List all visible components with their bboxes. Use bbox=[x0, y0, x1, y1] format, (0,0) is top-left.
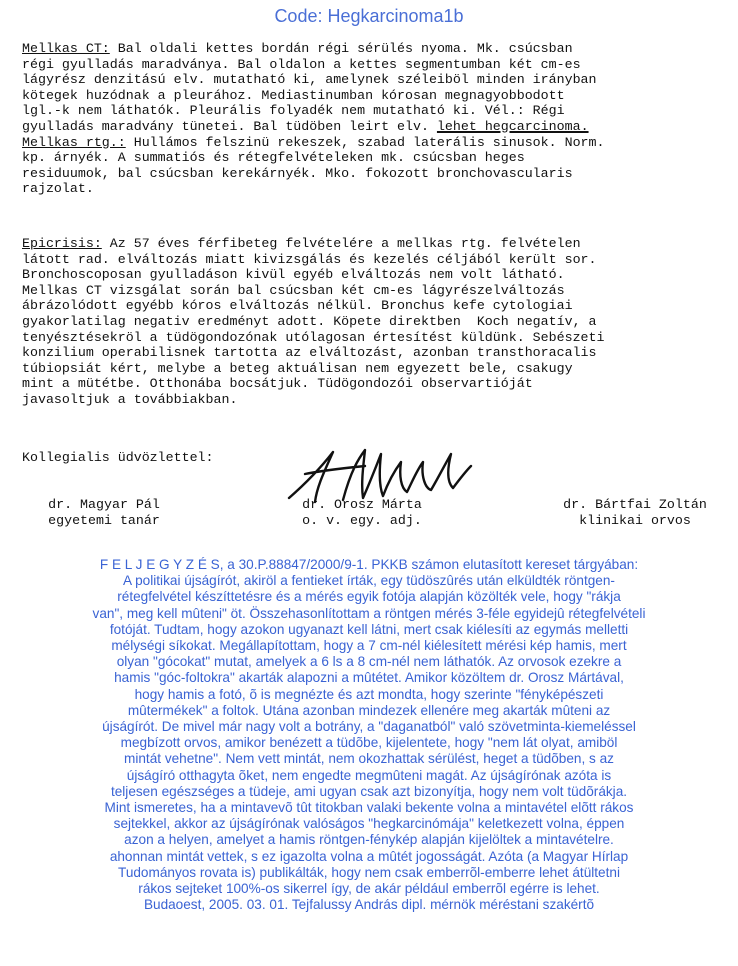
rtg-line: residuumok, bal csúcsban kerekárnyék. Mko. fokozott bronchovascularis bbox=[22, 165, 573, 181]
note-line: sejtekkel, akkor az újságírónak valóságos "hegkarcinómája" keletkezett volna, éppen bbox=[113, 816, 625, 832]
epicrisis-line: konzilium operabilisnek tartotta az elváltozást, azonban transthoracalis bbox=[22, 345, 597, 361]
note-line: mintát vehetne". Nem vett mintát, nem okozhattak sérülést, heget a tüdõben, s az bbox=[124, 751, 614, 767]
epicrisis-line: Az 57 éves férfibeteg felvételére a mellkas rtg. felvételen bbox=[101, 236, 581, 251]
note-line: újságírót. De mivel már nagy volt a botrány, a "daganatból" való szövetminta-kiemeléssel bbox=[102, 719, 636, 735]
signer-title: egyetemi tanár bbox=[48, 513, 160, 528]
epicrisis-line: Bronchoscoposan gyulladáson kivül egyéb elváltozás nem volt látható. bbox=[22, 267, 565, 283]
epicrisis-heading: Epicrisis: bbox=[22, 236, 102, 251]
note-line: mûtermékek" a foltok. Utána azonban mindezek ellenére meg akarták mûteni az bbox=[127, 702, 611, 718]
epicrisis-block bbox=[22, 236, 605, 408]
signer-title: o. v. egy. adj. bbox=[302, 513, 422, 528]
note-line: van", meg kell mûteni" öt. Összehasonlítottam a röntgen mérés 3-féle egyidejû rétegfelvételi bbox=[92, 605, 646, 621]
note-line: teljesen egészséges a tüdeje, ami ugyan csak azt bizonyítja, hogy nem volt tüdõrákja. bbox=[110, 783, 628, 799]
signer-title: klinikai orvos bbox=[579, 513, 691, 528]
rtg-heading: Mellkas rtg.: bbox=[22, 134, 126, 150]
ct-line: lgl.-k nem láthatók. Pleurális folyadék nem mutatható ki. Vél.: Régi bbox=[22, 103, 565, 119]
rtg-line: kp. árnyék. A summatiós és rétegfelvételeken mk. csúcsban heges bbox=[22, 150, 525, 166]
greeting: Kollegialis üdvözlettel: bbox=[22, 450, 214, 465]
note-line: olyan "gócokat" mutat, amelyek a 6 ls a 8 cm-nél nem láthatók. Az orvosok ezekre a bbox=[116, 654, 622, 670]
ct-heading: Mellkas CT: bbox=[22, 41, 110, 56]
rtg-line: Hullámos felszinü rekeszek, szabad laterális sinusok. Norm. bbox=[125, 134, 605, 150]
note-line: ahonnan mintát vettek, s ez igazolta volna a mûtét jogosságát. Azóta (a Magyar Hírlap bbox=[109, 848, 629, 864]
signature-magyar bbox=[14, 497, 194, 529]
note-line: újságíró otthagyta õket, nem engedte megmûteni magát. Az újságírónak azóta is bbox=[126, 767, 612, 783]
note-line: azon a helyen, amelyet a hamis röntgen-fénykép alapján kijelöltek a mintavételre. bbox=[124, 832, 614, 848]
note-line: Tudományos rovata is) publikálták, hogy nem csak emberrõl-emberre lehet átültetni bbox=[118, 864, 620, 880]
note-line: fotóját. Tudtam, hogy azokon ugyanazt kell látni, mert csak kiélesíti az egymás melletti bbox=[109, 621, 629, 637]
ct-line: kötegek huzódnak a pleurához. Mediastinumban kórosan megnagyobbodott bbox=[22, 87, 565, 103]
ct-highlighted-conclusion: lehet hegcarcinoma. bbox=[436, 118, 589, 134]
document-code-label: Code: Hegkarcinoma1b bbox=[274, 6, 464, 26]
ct-line: régi gyulladás maradványa. Bal oldalon a kettes segmentumban két cm-es bbox=[22, 56, 581, 72]
note-line: rétegfelvétel készíttetésre és a mérés egyik fotója alapján közölték vele, hogy "rákja bbox=[117, 589, 621, 605]
epicrisis-line: Mellkas CT vizsgálat során bal csúcsban két cm-es lágyrészelváltozás bbox=[22, 282, 565, 298]
ct-line: Bal oldali kettes bordán régi sérülés nyoma. Mk. csúcsban bbox=[109, 41, 573, 56]
epicrisis-line: látott rad. elváltozás miatt kivizsgálás és kezelés céljából került sor. bbox=[22, 251, 597, 267]
annotation-note bbox=[6, 557, 732, 913]
ct-line: lágyrész denzitású elv. mutatható ki, amelynek széleiböl minden irányban bbox=[22, 72, 597, 88]
note-line: A politikai újságírót, akiröl a fentieket írták, egy tüdöszûrés után elküldték röntgen- bbox=[123, 573, 615, 589]
ct-line: gyulladás maradvány tünetei. Bal tüdöben leirt elv. bbox=[22, 118, 437, 134]
note-line: Budaoest, 2005. 03. 01. Tejfalussy András dipl. mérnök méréstani szakértõ bbox=[143, 897, 595, 913]
note-line: F E L J E G Y Z É S, a 30.P.88847/2000/9-1. PKKB számon elutasított kereset tárgyában: bbox=[99, 557, 639, 572]
note-line: mélységi síkokat. Megállapítottam, hogy a 7 cm-nél kiélesített mérési kép hamis, mert bbox=[111, 638, 627, 654]
note-line: hamis "góc-foltokra" akarták alapozni a mûtétet. Amikor közöltem dr. Orosz Mártával, bbox=[114, 670, 624, 686]
signer-name: dr. Orosz Márta bbox=[302, 497, 422, 512]
signer-name: dr. Magyar Pál bbox=[48, 497, 160, 512]
note-line: Mint ismeretes, ha a mintavevõ tût titokban valaki bekente volna a mintavétel elõtt rákos bbox=[104, 800, 634, 816]
epicrisis-line: túbiopsiát kért, melybe a beteg aktuálisan nem egyezett bele, csakugy bbox=[22, 360, 573, 376]
rtg-line: rajzolat. bbox=[22, 181, 94, 197]
ct-findings-block bbox=[22, 41, 605, 197]
signer-name: dr. Bártfai Zoltán bbox=[563, 497, 707, 512]
signature-bartfai bbox=[530, 497, 738, 529]
epicrisis-line: javasoltjuk a továbbiakban. bbox=[22, 391, 238, 407]
note-line: hogy hamis a fotó, õ is megnézte és azt mondta, hogy szerinte "fényképészeti bbox=[134, 686, 604, 702]
epicrisis-line: mint a mütétbe. Otthonába bocsátjuk. Tüdögondozói observartióját bbox=[22, 376, 533, 392]
note-line: rákos sejteket 100%-os sikerrel így, de akár például emberrõl egérre is lehet. bbox=[138, 881, 600, 897]
epicrisis-line: gyakorlatilag negativ eredményt adott. Köpete direktben Koch negatív, a bbox=[22, 313, 597, 329]
signature-orosz bbox=[262, 497, 462, 529]
epicrisis-line: ábrázolódott egyébb kóros elváltozás nélkül. Bronchus kefe cytologiai bbox=[22, 298, 573, 314]
epicrisis-line: tenyésztésekröl a tüdögondozónak utólagosan értesítést küldünk. Sebészeti bbox=[22, 329, 605, 345]
note-line: megbízott orvos, amikor benézett a tüdõbe, kijelentete, hogy "nem lát olyat, amiböl bbox=[120, 735, 618, 751]
